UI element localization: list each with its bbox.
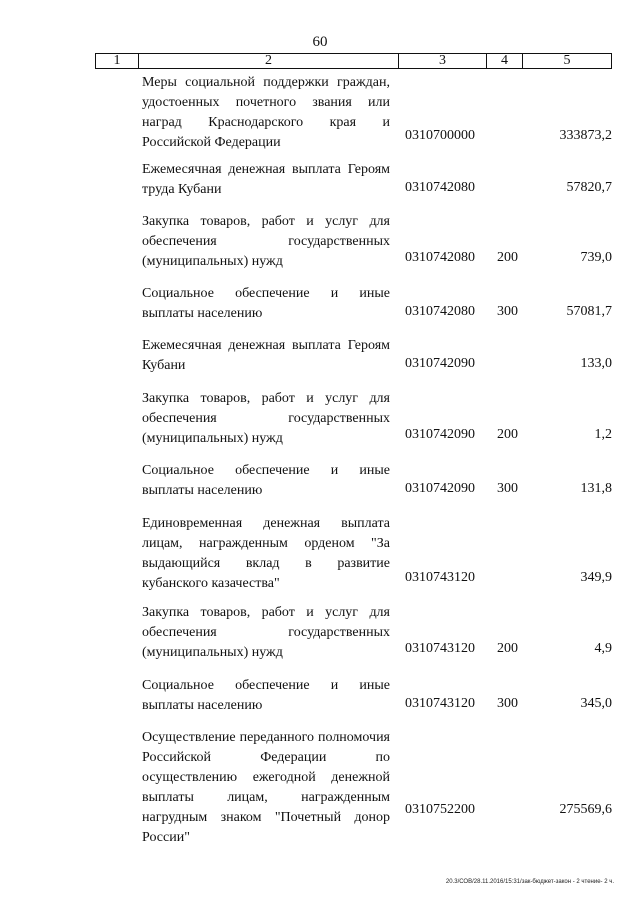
row-type: 300 (497, 304, 518, 319)
row-code: 0310700000 (405, 128, 475, 143)
row-code: 0310752200 (405, 802, 475, 817)
row-code: 0310742080 (405, 304, 475, 319)
row-description: Социальное обеспечение и иные выплаты населению (142, 286, 390, 321)
row-amount: 1,2 (594, 427, 612, 442)
row-description: Социальное обеспечение и иные выплаты населению (142, 463, 390, 498)
row-code: 0310742090 (405, 481, 475, 496)
row-description: Осуществление переданного полномочия Российской Федерации по осуществлению ежегодной денежной выплаты лицам, награжденным нагрудным знаком "Почетный донор России" (142, 730, 390, 845)
header-col-2: 2 (139, 54, 399, 68)
row-code: 0310743120 (405, 570, 475, 585)
header-col-4: 4 (487, 54, 523, 68)
row-code: 0310742080 (405, 180, 475, 195)
row-amount: 345,0 (580, 696, 612, 711)
row-amount: 333873,2 (559, 128, 612, 143)
row-description: Закупка товаров, работ и услуг для обеспечения государственных (муниципальных) нужд (142, 605, 390, 660)
row-description: Ежемесячная денежная выплата Героям труда Кубани (142, 162, 390, 197)
row-description: Социальное обеспечение и иные выплаты населению (142, 678, 390, 713)
row-type: 300 (497, 481, 518, 496)
row-amount: 57081,7 (566, 304, 612, 319)
row-amount: 57820,7 (566, 180, 612, 195)
row-amount: 4,9 (594, 641, 612, 656)
row-type: 200 (497, 427, 518, 442)
row-amount: 133,0 (580, 356, 612, 371)
row-code: 0310742080 (405, 250, 475, 265)
row-amount: 349,9 (580, 570, 612, 585)
footer-document-stamp: 20.3/СОВ/28.11.2016/15:31/зак-бюджет-закон - 2 чтение- 2 ч. (445, 879, 614, 885)
header-col-3: 3 (399, 54, 487, 68)
row-description: Единовременная денежная выплата лицам, награжденным орденом "За выдающийся вклад в развитие кубанского казачества" (142, 516, 390, 591)
row-description: Закупка товаров, работ и услуг для обеспечения государственных (муниципальных) нужд (142, 214, 390, 269)
row-code: 0310743120 (405, 696, 475, 711)
row-amount: 275569,6 (559, 802, 612, 817)
row-type: 300 (497, 696, 518, 711)
row-amount: 739,0 (580, 250, 612, 265)
row-description: Закупка товаров, работ и услуг для обеспечения государственных (муниципальных) нужд (142, 391, 390, 446)
row-type: 200 (497, 641, 518, 656)
row-code: 0310742090 (405, 427, 475, 442)
row-type: 200 (497, 250, 518, 265)
header-col-5: 5 (563, 53, 571, 68)
row-description: Меры социальной поддержки граждан, удостоенных почетного звания или наград Краснодарского края и Российской Федерации (142, 75, 390, 150)
row-amount: 131,8 (580, 481, 612, 496)
row-code: 0310742090 (405, 356, 475, 371)
page-number: 60 (312, 34, 328, 50)
row-code: 0310743120 (405, 641, 475, 656)
row-description: Ежемесячная денежная выплата Героям Кубани (142, 338, 390, 373)
header-col-1: 1 (96, 54, 139, 68)
